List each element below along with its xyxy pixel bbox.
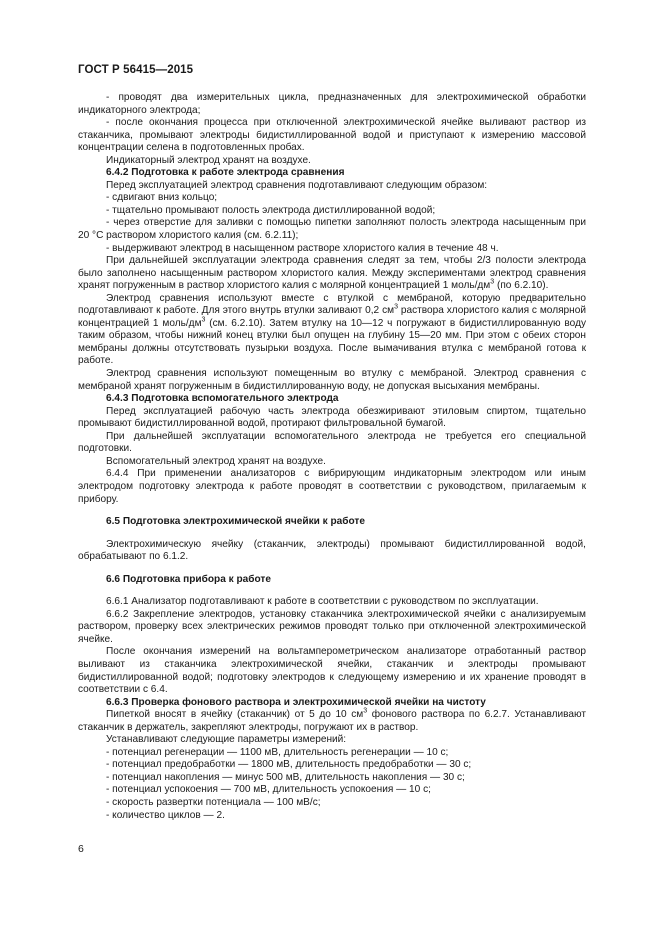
section-6-4-3-para3: Вспомогательный электрод хранят на воздухе.: [106, 455, 326, 467]
section-6-4-3-heading: 6.4.3 Подготовка вспомогательного электрода: [106, 393, 339, 405]
section-6-4-2-para3: Электрод сравнения используют помещенным во втулку с мембраной. Электрод сравнения с мембраной хранят погруженным в бидистиллированную воду, не допуская высыхания мембраны.: [78, 368, 586, 392]
document-body: [78, 92, 586, 822]
list-item: - через отверстие для заливки с помощью пипетки заполняют полость электрода насыщенным при 20 °С раствором хлористого калия (см. 6.2.11);: [78, 217, 586, 242]
list-item: - скорость развертки потенциала — 100 мВ/с;: [106, 796, 321, 808]
section-6-6-3-heading: 6.6.3 Проверка фонового раствора и электрохимической ячейки на чистоту: [106, 696, 486, 708]
section-6-4-2-heading: 6.4.2 Подготовка к работе электрода сравнения: [106, 167, 345, 179]
list-item: - потенциал накопления — минус 500 мВ, длительность накопления — 30 с;: [106, 771, 465, 783]
document-code-header: ГОСТ Р 56415—2015: [78, 64, 194, 76]
section-6-6-3-para1: Пипеткой вносят в ячейку (стаканчик) от 5 до 10 $см^3$ фонового раствора по 6.2.7. Устанавливают стаканчик в держатель, закрепляют электроды, погружают их в раствор.: [78, 707, 586, 733]
paragraph-indicator-storage: Индикаторный электрод хранят на воздухе.: [106, 154, 311, 166]
section-6-4-3-para1: Перед эксплуатацией рабочую часть электрода обезжиривают этиловым спиртом, тщательно промывают бидистиллированной водой, протирают фильтровальной бумагой.: [78, 405, 586, 430]
section-6-6-heading: 6.6 Подготовка прибора к работе: [106, 573, 271, 585]
section-6-5-heading: 6.5 Подготовка электрохимической ячейки к работе: [106, 516, 365, 528]
section-6-4-2-para1: При дальнейшей эксплуатации электрода сравнения следят за тем, чтобы 2/3 полости электрода было заполнено насыщенным раствором хлористого калия. Между экспериментами электрод сравнения хранят погруженным в раствор хлористого калия с молярной концентрацией 1 моль/$дм^3$ (по 6.2.10).: [78, 255, 586, 292]
section-6-6-1: 6.6.1 Анализатор подготавливают к работе в соответствии с руководством по эксплуатации.: [106, 596, 539, 608]
list-item: - потенциал регенерации — 1100 мВ, длительность регенерации — 10 с;: [106, 746, 449, 758]
paragraph-measuring-cycles: - проводят два измерительных цикла, предназначенных для электрохимической обработки индикаторного электрода;: [78, 92, 586, 116]
list-item: - тщательно промывают полость электрода дистиллированной водой;: [106, 204, 436, 216]
section-6-4-2-intro: Перед эксплуатацией электрод сравнения подготавливают следующим образом:: [106, 179, 488, 191]
list-item: - сдвигают вниз кольцо;: [106, 192, 218, 204]
list-item: - выдерживают электрод в насыщенном растворе хлористого калия в течение 48 ч.: [106, 242, 499, 254]
section-6-5-para: Электрохимическую ячейку (стаканчик, электроды) промывают бидистиллированной водой, обрабатывают по 6.1.2.: [78, 538, 586, 563]
paragraph-after-process: - после окончания процесса при отключенной электрохимической ячейке выливают раствор из стаканчика, промывают электроды бидистиллированной водой и приступают к измерению массовой концентрации селена в подготовленных пробах.: [78, 117, 586, 154]
section-6-4-2-para2: Электрод сравнения используют вместе с втулкой с мембраной, которую предварительно подготавливают к работе. Для этого внутрь втулки заливают 0,2 $см^3$ раствора хлористого калия с молярной концентрацией 1 моль/$дм^3$ (см. 6.2.10). Затем втулку на 10—12 ч погружают в бидистиллированную воду таким образом, чтобы нижний конец втулки был опущен на глубину 15—20 мм. При этом с обеих сторон мембраны должны отсутствовать пузырьки воздуха. После вымачивания втулка с мембраной готова к работе.: [78, 292, 587, 367]
section-6-4-3-para2: При дальнейшей эксплуатации вспомогательного электрода не требуется его специальной подготовки.: [78, 430, 586, 455]
page-number: 6: [78, 843, 84, 855]
list-item: - потенциал успокоения — 700 мВ, длительность успокоения — 10 с;: [106, 784, 431, 796]
section-6-4-4: 6.4.4 При применении анализаторов с вибрирующим индикаторным электродом или иным электродом подготовку электрода к работе проводят в соответствии с руководством, прилагаемым к прибору.: [78, 468, 586, 505]
section-6-6-3-intro: Устанавливают следующие параметры измерений:: [106, 734, 347, 746]
list-item: - количество циклов — 2.: [106, 809, 225, 821]
list-item: - потенциал предобработки — 1800 мВ, длительность предобработки — 30 с;: [106, 759, 472, 771]
section-6-6-2: 6.6.2 Закрепление электродов, установку стаканчика электрохимической ячейки с анализируемым раствором, проверку всех электрических режимов проводят только при отключенной электрохимической ячейке.: [78, 608, 586, 645]
section-6-6-para-after: После окончания измерений на вольтамперометрическом анализаторе отработанный раствор выливают из стаканчика электрохимической ячейки, стаканчик и электроды промывают бидистиллированной водой; подготовку электродов к следующему измерению и их хранение проводят в соответствии с 6.4.: [78, 646, 586, 696]
